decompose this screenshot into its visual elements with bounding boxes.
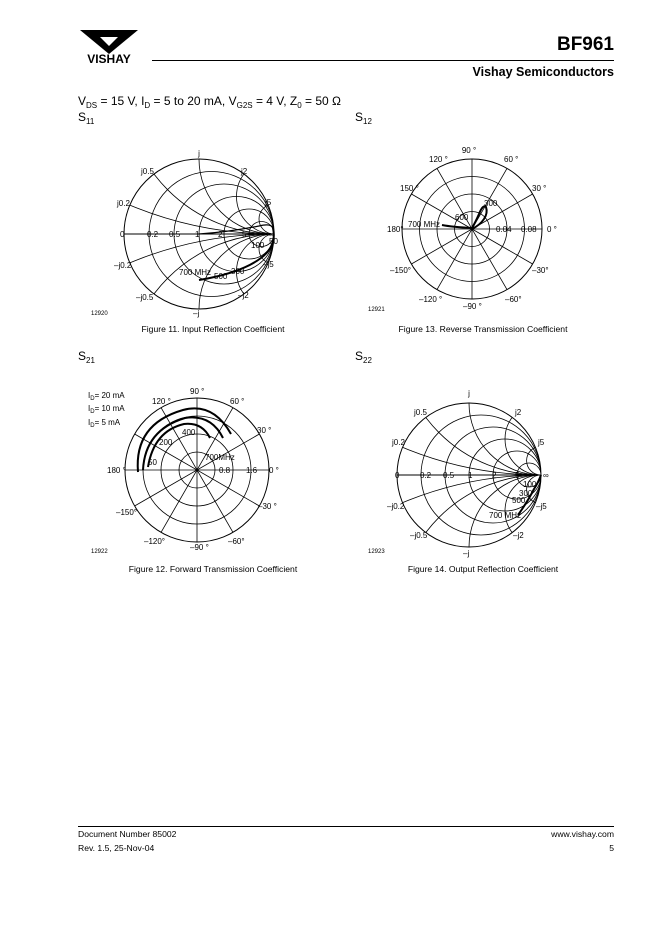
s11-label-j02: j0.2: [117, 199, 130, 208]
s22-label-j2: j2: [515, 408, 522, 417]
s22-label-f100: 100: [523, 480, 537, 489]
s11-label-mj: –j: [193, 309, 200, 318]
s21-label-f50: 50: [148, 458, 157, 467]
vishay-logo: [78, 30, 140, 66]
s21-label-am90: –90 °: [190, 543, 209, 552]
s11-label-mj5: –j5: [263, 260, 274, 269]
s12-label-am90: –90 °: [463, 302, 482, 311]
s21-label-am120: –120°: [144, 537, 165, 546]
s11-label-f50: 50: [269, 237, 278, 246]
footer-rule: [78, 826, 614, 827]
s22-label-inf: ∞: [543, 471, 549, 480]
s22-label-zero: 0: [395, 471, 400, 480]
s21-label-a60: 60 °: [230, 397, 245, 406]
s11-label-r02: 0.2: [147, 230, 159, 239]
s21-label-a30: 30 °: [257, 426, 272, 435]
s22-label-j02: j0.2: [392, 438, 405, 447]
s11-label-r1: 1: [195, 230, 200, 239]
s21-polar-chart: [78, 372, 328, 562]
s22-label-mj05: –j0.5: [410, 531, 428, 540]
s21-legend-10ma: $I_D= 10$ mA: [88, 404, 125, 415]
s12-label-am120: –120 °: [419, 295, 443, 304]
s22-label-r05: 0.5: [443, 471, 455, 480]
s21-label: $S_{21}$: [78, 349, 95, 365]
s11-label-j: j: [198, 149, 200, 158]
s21-trace-5ma: [148, 424, 210, 467]
header-rule: [152, 60, 614, 61]
s21-label-am60: –60°: [228, 537, 245, 546]
s12-label-a60: 60 °: [504, 155, 519, 164]
page-number: 5: [609, 843, 614, 853]
s12-label-a90: 90 °: [461, 146, 477, 155]
company-name: Vishay Semiconductors: [472, 65, 614, 79]
s11-label-j05: j0.5: [141, 167, 154, 176]
s22-label-mj: –j: [463, 549, 470, 558]
s12-label-f700: 700 MHz: [408, 220, 441, 229]
s21-label-a0: 0 °: [269, 466, 279, 475]
s21-chart-id: 12922: [91, 549, 108, 555]
s22-label-mj2: –j2: [513, 531, 524, 540]
s22-smith-chart: [355, 372, 605, 562]
s11-label-mj2: –j2: [238, 291, 249, 300]
s12-polar-chart: [355, 130, 605, 320]
s11-label-mj02: –j0.2: [114, 261, 132, 270]
s11-label-r2: 2: [218, 230, 223, 239]
s22-label-f300: 300: [519, 489, 533, 498]
s12-label: $S_{12}$: [355, 110, 372, 126]
s12-caption: Figure 13. Reverse Transmission Coefficient: [398, 324, 568, 334]
s21-label-f700: 700MHz: [205, 453, 235, 462]
s12-label-a150: 150 °: [400, 184, 419, 193]
s21-label-f200: 200: [159, 438, 173, 447]
s11-label-zero: 0: [120, 230, 125, 239]
s11-label-f500: 500: [214, 272, 228, 281]
s12-label-a0: 0 °: [547, 225, 557, 234]
s12-label-f600: 600: [455, 213, 469, 222]
s12-label-a120: 120 °: [429, 155, 448, 164]
s12-label-m004: 0.04: [496, 225, 512, 234]
s21-legend-20ma: $I_D= 20$ mA: [88, 391, 125, 402]
s21-label-a180: 180 °: [107, 466, 126, 475]
s22-label-mj02: –j0.2: [387, 502, 405, 511]
s22-label-r1: 1: [468, 471, 473, 480]
s12-label-am150: –150°: [390, 266, 411, 275]
s22-label: $S_{22}$: [355, 349, 372, 365]
s11-label-mj05: –j0.5: [136, 293, 154, 302]
s22-label-mj5: –j5: [536, 502, 547, 511]
s22-label-f700: 700 MHz: [489, 511, 522, 520]
s22-label-r2: 2: [492, 471, 497, 480]
s21-label-f400: 400: [182, 428, 196, 437]
s21-label-m08: 0.8: [219, 466, 231, 475]
s11-label-j2: j2: [241, 167, 248, 176]
s11-smith-chart: [78, 130, 328, 320]
s12-label-am30: –30°: [532, 266, 549, 275]
s21-label-m16: 1.6: [246, 466, 258, 475]
s21-label-a90: 90 °: [190, 387, 205, 396]
s21-label-am30: –30 °: [258, 502, 277, 511]
s21-label-am150: –150°: [116, 508, 137, 517]
s12-label-a180: 180°: [387, 225, 404, 234]
s22-label-j05: j0.5: [414, 408, 427, 417]
s12-chart-id: 12921: [368, 307, 385, 313]
test-conditions: $V_{DS} = 15$ V, $I_D = 5$ to 20 mA, $V_{G2S} = 4$ V, $Z_0 = 50$ Ω: [78, 94, 341, 110]
s11-label-r05: 0.5: [169, 230, 181, 239]
s22-label-j5: j5: [538, 438, 545, 447]
logo-text: VISHAY: [87, 52, 131, 66]
s12-label-a30: 30 °: [532, 184, 547, 193]
s21-legend-5ma: $I_D= 5$ mA: [88, 418, 121, 429]
s22-caption: Figure 14. Output Reflection Coefficient: [407, 564, 559, 574]
s21-caption: Figure 12. Forward Transmission Coefficient: [128, 564, 298, 574]
s11-label-f700: 700 MHz: [179, 268, 212, 277]
s11-label: $S_{11}$: [78, 110, 95, 126]
s11-label-f300: 300: [231, 267, 245, 276]
s11-caption: Figure 11. Input Reflection Coefficient: [141, 324, 285, 334]
s22-chart-id: 12923: [368, 549, 385, 555]
s11-chart-id: 12920: [91, 311, 108, 317]
s22-label-r02: 0.2: [420, 471, 432, 480]
s12-label-am60: –60°: [505, 295, 522, 304]
part-number: BF961: [556, 34, 614, 55]
s22-label-f500: 500: [512, 496, 526, 505]
s11-label-j5: j5: [265, 198, 272, 207]
document-number: Document Number 85002: [78, 829, 177, 839]
s21-label-a120: 120 °: [152, 397, 171, 406]
website-link[interactable]: www.vishay.com: [551, 829, 614, 839]
s11-label-f100: 100: [251, 241, 265, 250]
s22-label-r5: 5: [515, 471, 520, 480]
s12-label-m008: 0.08: [521, 225, 537, 234]
revision: Rev. 1.5, 25-Nov-04: [78, 843, 155, 853]
s11-label-r5: 5: [242, 230, 247, 239]
s12-label-f300: 300: [484, 199, 498, 208]
s22-label-j: j: [468, 389, 470, 398]
s11-label-inf: ∞: [269, 230, 275, 239]
